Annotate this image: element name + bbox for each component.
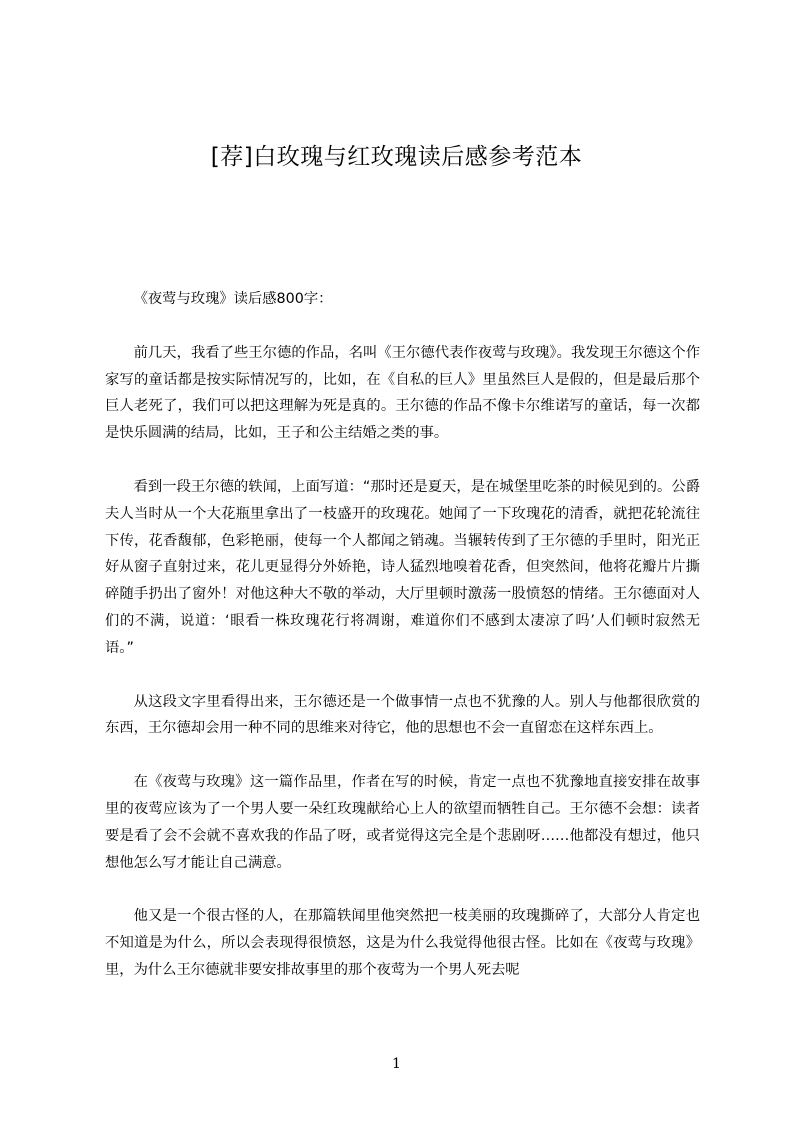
paragraph: 在《夜莺与玫瑰》这一篇作品里，作者在写的时候，肯定一点也不犹豫地直接安排在故事里的夜莺应该为了一个男人要一朵红玫瑰献给心上人的欲望而牺牲自己。王尔德不会想：读者要是看了会不会就不喜欢我的作品了呀，或者觉得这完全是个悲剧呀……他都没有想过，他只想他怎么写才能让自己满意。 <box>105 774 700 871</box>
paragraph: 从这段文字里看得出来，王尔德还是一个做事情一点也不犹豫的人。别人与他都很欣赏的东西，王尔德却会用一种不同的思维来对待它，他的思想也不会一直留恋在这样东西上。 <box>105 693 700 737</box>
paragraph: 他又是一个很古怪的人，在那篇轶闻里他突然把一枝美丽的玫瑰撕碎了，大部分人肯定也不知道是为什么，所以会表现得很愤怒，这是为什么我觉得他很古怪。比如在《夜莺与玫瑰》里，为什么王尔德就非要安排故事里的那个夜莺为一个男人死去呢 <box>105 908 700 978</box>
page-number: 1 <box>392 1056 401 1072</box>
paragraph: 看到一段王尔德的轶闻，上面写道：“那时还是夏天，是在城堡里吃茶的时候见到的。公爵夫人当时从一个大花瓶里拿出了一枝盛开的玫瑰花。她闻了一下玫瑰花的清香，就把花轮流往下传，花香馥郁，色彩艳丽，使每一个人都闻之销魂。当辗转传到了王尔德的手里时，阳光正好从窗子直射过来，花儿更显得分外娇艳，诗人猛烈地嗅着花香，但突然间，他将花瓣片片撕碎随手扔出了窗外！对他这种大不敬的举动，大厅里顿时激荡一股愤怒的情绪。王尔德面对人们的不满，说道：‘眼看一株玫瑰花行将凋谢，难道你们不感到太凄凉了吗’人们顿时寂然无语。” <box>105 478 700 656</box>
paragraph: 前几天，我看了些王尔德的作品，名叫《王尔德代表作夜莺与玫瑰》。我发现王尔德这个作家写的童话都是按实际情况写的，比如，在《自私的巨人》里虽然巨人是假的，但是最后那个巨人老死了，我们可以把这理解为死是真的。王尔德的作品不像卡尔维诺写的童话，每一次都是快乐圆满的结局，比如，王子和公主结婚之类的事。 <box>105 344 700 442</box>
document-title: [荐]白玫瑰与红玫瑰读后感参考范本 <box>210 144 583 170</box>
paragraph-heading: 《夜莺与玫瑰》读后感800字： <box>133 291 333 307</box>
document-body <box>105 286 700 1011</box>
